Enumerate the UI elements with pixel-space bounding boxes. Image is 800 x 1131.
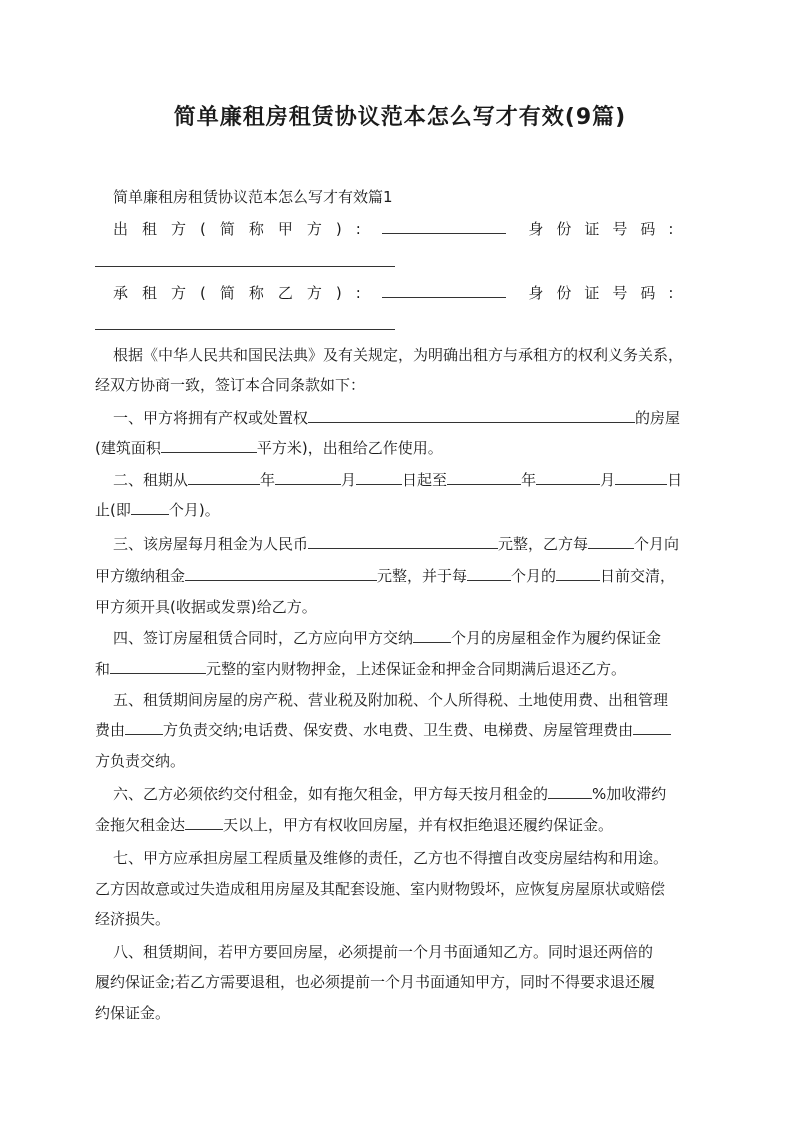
lessor-id-label: 身份证号码: [528,220,687,238]
clause-3-text-b: 元整，乙方每 [498,535,589,553]
lessor-label: 出租方(简称甲方): [113,220,375,238]
clause-6-text-c: 金拖欠租金达 [95,816,186,834]
late-fee-rate-blank[interactable] [548,783,592,799]
months-blank[interactable] [131,499,169,515]
clause-7-line-2: 乙方因故意或过失造成租用房屋及其配套设施、室内财物毁坏，应恢复房屋原状或赔偿 [95,880,666,898]
start-day-blank[interactable] [356,469,402,485]
clause-4-line-1 [113,627,710,649]
clause-6-text-a: 六、乙方必须依约交付租金，如有拖欠租金，甲方每天按月租金的 [113,785,549,803]
document-title: 简单廉租房租赁协议范本怎么写才有效(9篇) [173,105,627,130]
clause-7-line-1: 七、甲方应承担房屋工程质量及维修的责任，乙方也不得擅自改变房屋结构和用途。 [113,849,669,867]
clause-8-line-2: 履约保证金;若乙方需要退租，也必须提前一个月书面通知甲方，同时不得要求退还履 [95,973,656,991]
end-year-blank[interactable] [447,469,521,485]
clause-3-text-f: 个月的 [511,567,557,585]
clause-8-line-1: 八、租赁期间，若甲方要回房屋，必须提前一个月书面通知乙方。同时退还两倍的 [113,943,654,961]
intro-line-2: 经双方协商一致，签订本合同条款如下： [95,376,366,394]
clause-3-text-d: 甲方缴纳租金 [95,567,186,585]
rent-amount-blank[interactable] [185,565,377,581]
clause-4-text-a: 四、签订房屋租赁合同时，乙方应向甲方交纳 [113,629,414,647]
clause-2-text-e: 年 [521,471,537,489]
overdue-days-blank[interactable] [185,814,223,830]
lessee-line [113,282,710,304]
property-deposit-blank[interactable] [110,658,206,674]
lessor-id-blank[interactable] [95,266,395,267]
clause-5-line-1: 五、租赁期间房屋的房产税、营业税及附加税、个人所得税、土地使用费、出租管理 [113,691,669,709]
clause-2-text-b: 年 [260,471,276,489]
clause-1-line-2 [95,437,710,459]
clause-6-line-2 [95,814,710,836]
clause-3-text-e: 元整，并于每 [377,567,468,585]
clause-2-text-a: 二、租期从 [113,471,189,489]
clause-2-line-2 [95,499,710,521]
clause-5-text-c: 方负责交纳;电话费、保安费、水电费、卫生费、电梯费、房屋管理费由 [163,721,634,739]
clause-4-text-c: 和 [95,660,111,678]
lessee-name-blank[interactable] [382,282,506,298]
clause-6-line-1 [113,783,710,805]
end-day-blank[interactable] [615,469,667,485]
clause-5-line-2 [95,719,710,741]
clause-5-text-b: 费由 [95,721,126,739]
clause-2-text-f: 月 [600,471,616,489]
utility-party-blank[interactable] [633,719,671,735]
lessee-id-blank[interactable] [95,329,395,330]
intro-line-1: 根据《中华人民共和国民法典》及有关规定，为明确出租方与承租方的权利义务关系， [113,346,684,364]
clause-2-text-h: 止(即 [95,501,131,519]
lessor-name-blank[interactable] [382,218,506,234]
property-blank[interactable] [308,407,635,423]
clause-2-text-g: 日 [667,471,683,489]
pay-interval-blank[interactable] [588,533,634,549]
section-heading: 简单廉租房租赁协议范本怎么写才有效篇1 [113,188,393,206]
clause-3-line-1 [113,533,710,555]
lessor-line [113,218,710,240]
clause-3-text-c: 个月向 [634,535,680,553]
clause-2-text-i: 个月)。 [168,501,220,519]
lessee-label: 承租方(简称乙方): [113,284,375,302]
clause-3-text-g: 日前交清， [600,567,676,585]
clause-6-text-d: 天以上，甲方有权收回房屋，并有权拒绝退还履约保证金。 [223,816,614,834]
clause-1-text-d: 平方米)，出租给乙作使用。 [256,439,443,457]
pay-day-blank[interactable] [556,565,600,581]
clause-6-text-b: %加收滞约 [592,785,667,803]
clause-2-line-1 [113,469,710,491]
clause-3-line-3: 甲方须开具(收据或发票)给乙方。 [95,598,317,616]
clause-3-text-a: 三、该房屋每月租金为人民币 [113,535,309,553]
monthly-rent-blank[interactable] [308,533,498,549]
clause-5-line-3: 方负责交纳。 [95,752,186,770]
clause-1-text-c: (建筑面积 [95,439,161,457]
clause-3-line-2 [95,565,710,587]
start-year-blank[interactable] [188,469,260,485]
clause-8-line-3: 约保证金。 [95,1004,171,1022]
clause-1-text-a: 一、甲方将拥有产权或处置权 [113,409,309,427]
clause-4-text-d: 元整的室内财物押金，上述保证金和押金合同期满后退还乙方。 [206,660,627,678]
area-blank[interactable] [161,437,257,453]
clause-4-text-b: 个月的房屋租金作为履约保证金 [451,629,662,647]
deposit-months-blank[interactable] [413,627,451,643]
pay-month-blank[interactable] [467,565,511,581]
clause-1-text-b: 的房屋 [635,409,681,427]
clause-7-line-3: 经济损失。 [95,910,171,928]
clause-2-text-c: 月 [341,471,357,489]
tax-party-blank[interactable] [125,719,163,735]
lessee-id-label: 身份证号码: [528,284,687,302]
end-month-blank[interactable] [536,469,600,485]
clause-4-line-2 [95,658,710,680]
clause-1-line-1 [113,407,710,429]
start-month-blank[interactable] [275,469,341,485]
clause-2-text-d: 日起至 [402,471,448,489]
